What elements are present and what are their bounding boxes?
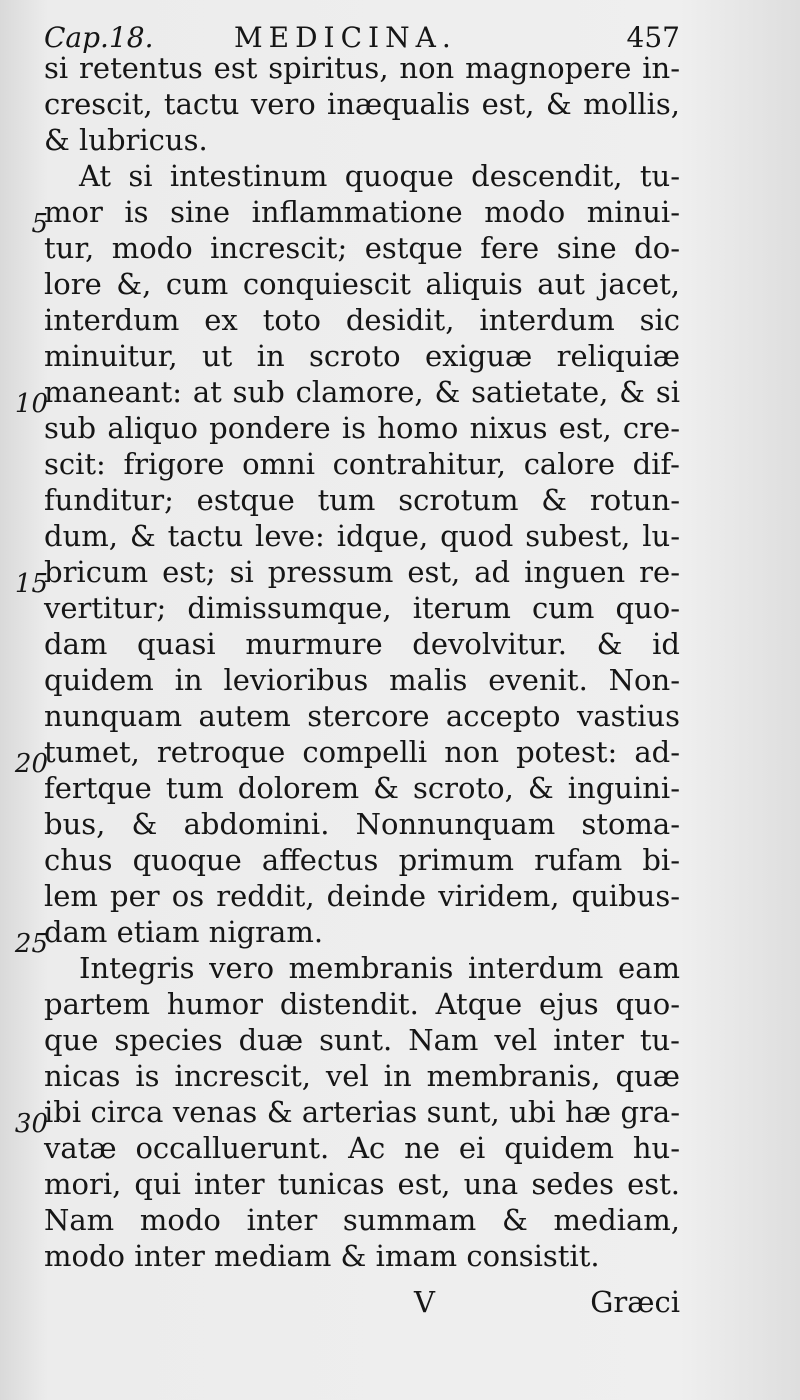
text-line: minuitur, ut in scroto exiguæ reliquiæ [44, 339, 680, 373]
text-line: bus, & abdomini. Nonnunquam stoma- [44, 807, 680, 841]
text-line: At si intestinum quoque descendit, tu- [79, 159, 680, 193]
text-line: vatæ occalluerunt. Ac ne ei quidem hu- [44, 1131, 680, 1165]
page-footer [44, 1282, 680, 1322]
line-number: 25 [14, 929, 48, 959]
chapter-reference: Cap.18. [44, 21, 154, 54]
text-line: bricum est; si pressum est, ad inguen re- [44, 555, 680, 589]
text-line: mori, qui inter tunicas est, una sedes est. [44, 1167, 680, 1201]
text-line: Nam modo inter summam & mediam, [44, 1203, 680, 1237]
text-line: maneant: at sub clamore, & satietate, & si [44, 375, 680, 409]
text-line: nicas is increscit, vel in membranis, quæ [44, 1059, 680, 1093]
text-line: dam etiam nigram. [44, 915, 324, 949]
text-line: tumet, retroque compelli non potest: ad- [44, 735, 680, 769]
text-line: si retentus est spiritus, non magnopere in- [44, 51, 680, 85]
text-line: scit: frigore omni contrahitur, calore dif- [44, 447, 680, 481]
text-line: Integris vero membranis interdum eam [79, 951, 680, 985]
text-line: & lubricus. [44, 123, 208, 157]
text-line: partem humor distendit. Atque ejus quo- [44, 987, 680, 1021]
text-line: dum, & tactu leve: idque, quod subest, lu- [44, 519, 680, 553]
running-title: MEDICINA. [234, 21, 457, 54]
text-line: nunquam autem stercore accepto vastius [44, 699, 680, 733]
text-line: lem per os reddit, deinde viridem, quibus- [44, 879, 680, 913]
line-number: 30 [14, 1109, 48, 1139]
catchword: Græci [590, 1285, 680, 1319]
page-number: 457 [626, 21, 680, 54]
signature-mark: V [414, 1285, 435, 1319]
line-number: 15 [14, 569, 48, 599]
text-line: que species duæ sunt. Nam vel inter tu- [44, 1023, 680, 1057]
text-line: chus quoque affectus primum rufam bi- [44, 843, 680, 877]
text-line: modo inter mediam & imam consistit. [44, 1239, 600, 1273]
line-number: 20 [14, 749, 48, 779]
line-number: 5 [31, 209, 48, 239]
text-line: crescit, tactu vero inæqualis est, & mollis, [44, 87, 680, 121]
text-line: interdum ex toto desidit, interdum sic [44, 303, 680, 337]
text-line: vertitur; dimissumque, iterum cum quo- [44, 591, 680, 625]
text-line: tur, modo increscit; estque fere sine do- [44, 231, 680, 265]
text-line: fertque tum dolorem & scroto, & inguini- [44, 771, 680, 805]
text-line: quidem in levioribus malis evenit. Non- [44, 663, 680, 697]
body-text [44, 50, 680, 1274]
text-line: funditur; estque tum scrotum & rotun- [44, 483, 680, 517]
line-number: 10 [14, 389, 48, 419]
text-line: sub aliquo pondere is homo nixus est, cre- [44, 411, 680, 445]
text-line: mor is sine inflammatione modo minui- [44, 195, 680, 229]
text-line: ibi circa venas & arterias sunt, ubi hæ gra- [44, 1095, 680, 1129]
text-line: dam quasi murmure devolvitur. & id [44, 627, 680, 661]
text-line: lore &, cum conquiescit aliquis aut jacet, [44, 267, 680, 301]
